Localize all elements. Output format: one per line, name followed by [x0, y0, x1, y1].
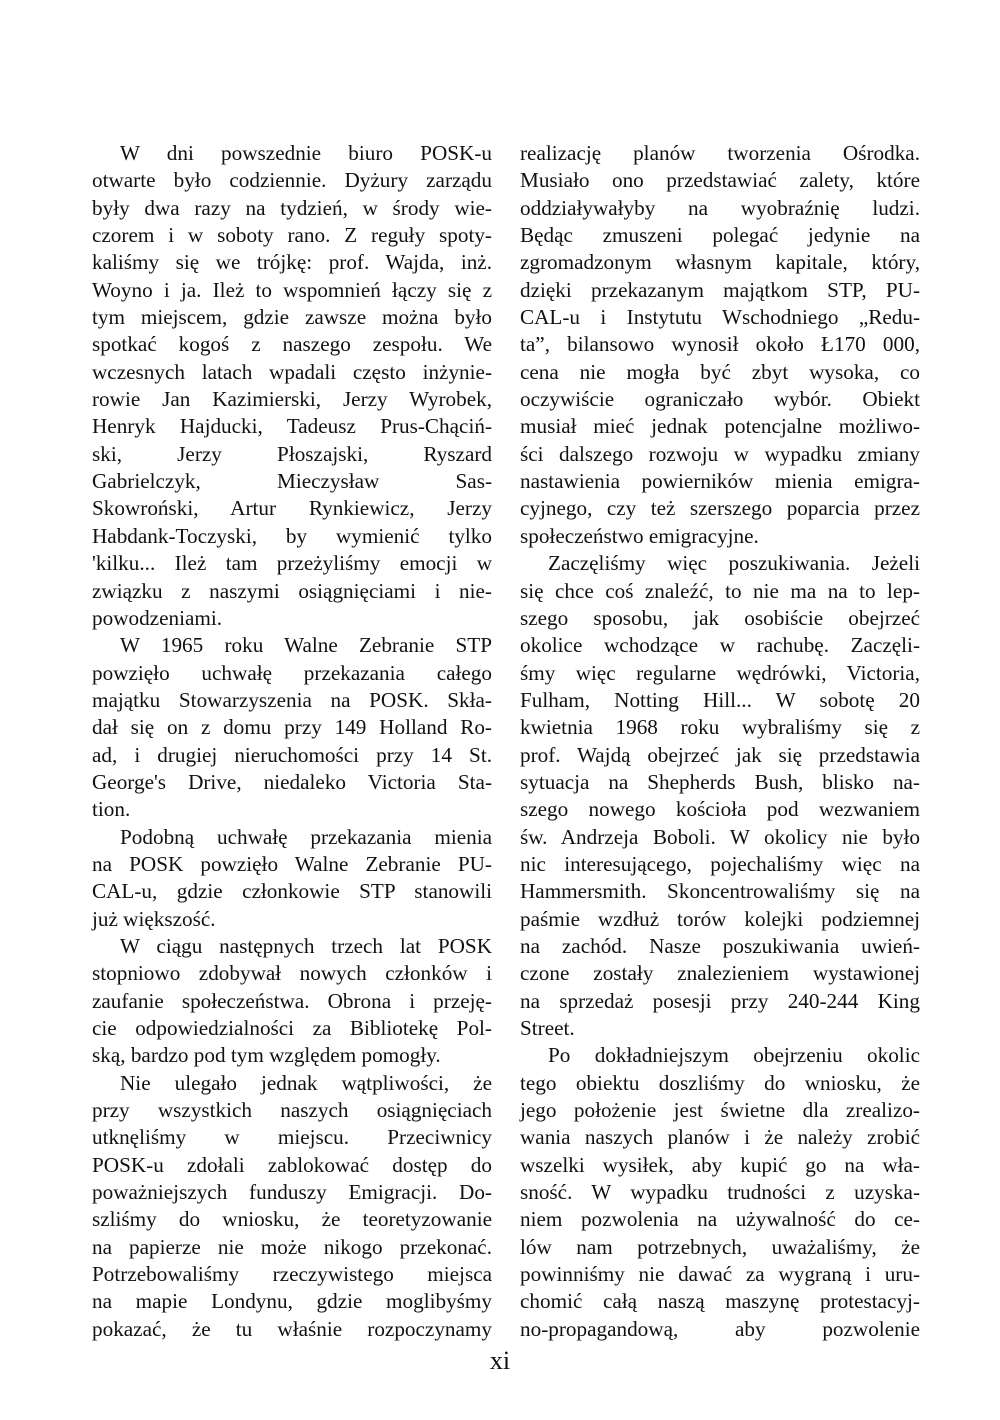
- text-line: się chce coś znaleźć, to nie ma na to lep-: [520, 578, 920, 603]
- text-line: czorem i w soboty rano. Z reguły spoty-: [92, 223, 492, 248]
- text-line: kwietnia 1968 roku wybraliśmy się z: [520, 715, 920, 740]
- text-line: społeczeństwo emigracyjne.: [520, 523, 759, 548]
- text-line: poważniejszych funduszy Emigracji. Do-: [92, 1180, 492, 1205]
- text-line: cie odpowiedzialności za Bibliotekę Pol-: [92, 1016, 492, 1040]
- text-line: niem pozwolenia na używalność do ce-: [520, 1207, 920, 1232]
- text-line: CAL-u i Instytutu Wschodniego „Redu-: [520, 305, 920, 330]
- text-line: ści dalszego rozwoju w wypadku zmiany: [520, 441, 920, 466]
- text-line: nic interesującego, pojechaliśmy więc na: [520, 851, 920, 876]
- text-line: tego obiektu doszliśmy do wniosku, że: [520, 1070, 920, 1095]
- text-line: Nie ulegało jednak wątpliwości, że: [120, 1070, 492, 1095]
- text-line: cena nie mogła być zbyt wysoka, co: [520, 359, 920, 384]
- text-line: związku z naszymi osiągnięciami i nie-: [92, 578, 492, 603]
- text-line: prof. Wajdą obejrzeć jak się przedstawia: [520, 742, 920, 767]
- text-line: szliśmy do wniosku, że teoretyzowanie: [92, 1207, 492, 1232]
- text-line: sytuacja na Shepherds Bush, blisko na-: [520, 769, 920, 794]
- text-line: tion.: [92, 797, 131, 822]
- text-line: CAL-u, gdzie członkowie STP stanowili: [92, 879, 492, 904]
- right-text-column: [520, 140, 920, 1343]
- text-line: dał się on z domu przy 149 Holland Ro-: [92, 715, 492, 740]
- text-line: Musiało ono przedstawiać zalety, które: [520, 168, 920, 193]
- text-line: na POSK powzięło Walne Zebranie PU-: [92, 851, 492, 876]
- text-line: ta”, bilansowo wynosił około Ł170 000,: [520, 332, 920, 357]
- text-line: powodzeniami.: [92, 605, 223, 630]
- text-line: Skowroński, Artur Rynkiewicz, Jerzy: [92, 496, 492, 521]
- text-line: cyjnego, czy też szerszego poparcia przez: [520, 496, 920, 521]
- text-line: paśmie wzdłuż torów kolejki podziemnej: [520, 906, 920, 931]
- text-line: Woyno i ja. Ileż to wspomnień łączy się z: [92, 277, 492, 302]
- text-line: na papierze nie może nikogo przekonać.: [92, 1234, 492, 1259]
- text-line: kaliśmy się we trójkę: prof. Wajda, inż.: [92, 250, 492, 275]
- text-line: przy wszystkich naszych osiągnięciach: [92, 1098, 492, 1123]
- text-line: wszelki wysiłek, aby kupić go na wła-: [520, 1152, 920, 1177]
- text-line: Po dokładniejszym obejrzeniu okolic: [548, 1043, 920, 1068]
- text-line: majątku Stowarzyszenia na POSK. Skła-: [92, 687, 492, 712]
- text-line: chomić całą naszą maszynę protestacyj-: [520, 1289, 920, 1314]
- text-line: W ciągu następnych trzech lat POSK: [120, 933, 492, 958]
- text-line: Zaczęliśmy więc poszukiwania. Jeżeli: [548, 551, 920, 576]
- text-line: oczywiście ograniczało wybór. Obiekt: [520, 387, 920, 412]
- text-line: na zachód. Nasze poszukiwania uwień-: [520, 933, 920, 958]
- text-line: wania naszych planów i że należy zrobić: [520, 1125, 920, 1150]
- text-line: spotkać kogoś z naszego zespołu. We: [92, 332, 492, 357]
- text-line: realizację planów tworzenia Ośrodka.: [520, 141, 920, 165]
- text-line: zaufanie społeczeństwa. Obrona i przeję-: [92, 988, 492, 1013]
- text-line: powzięło uchwałę przekazania całego: [92, 660, 492, 685]
- text-line: ski, Jerzy Płoszajski, Ryszard: [92, 441, 492, 466]
- text-line: zgromadzonym własnym kapitale, który,: [520, 250, 920, 275]
- text-line: wczesnych latach wpadali często inżynie-: [92, 359, 492, 384]
- text-line: Henryk Hajducki, Tadeusz Prus-Chąciń-: [92, 414, 492, 439]
- text-line: Hammersmith. Skoncentrowaliśmy się na: [520, 879, 920, 904]
- text-line: George's Drive, niedaleko Victoria Sta-: [92, 769, 492, 794]
- text-line: tym miejscem, gdzie zawsze można było: [92, 305, 492, 330]
- text-line: dzięki przekazanym majątkom STP, PU-: [520, 277, 920, 302]
- text-line: rowie Jan Kazimierski, Jerzy Wyrobek,: [92, 387, 492, 412]
- page-number: xi: [489, 1346, 511, 1375]
- text-line: okolice wchodzące w rachubę. Zaczęli-: [520, 633, 920, 658]
- text-line: stopniowo zdobywał nowych członków i: [92, 961, 492, 986]
- text-line: musiał mieć jednak potencjalne możliwo-: [520, 414, 920, 439]
- text-line: Gabrielczyk, Mieczysław Sas-: [92, 469, 492, 494]
- text-line: lów nam potrzebnych, uważaliśmy, że: [520, 1234, 920, 1259]
- text-line: Street.: [520, 1016, 575, 1040]
- text-line: jego położenie jest świetne dla zrealizo-: [520, 1098, 920, 1123]
- text-line: na sprzedaż posesji przy 240-244 King: [520, 988, 920, 1013]
- text-line: czone zostały znalezieniem wystawionej: [520, 961, 920, 986]
- text-line: powinniśmy nie dawać za wygraną i uru-: [520, 1262, 920, 1287]
- text-line: utknęliśmy w miejscu. Przeciwnicy: [92, 1125, 492, 1150]
- left-text-column: [92, 140, 492, 1343]
- text-line: sność. W wypadku trudności z uzyska-: [520, 1180, 920, 1205]
- text-line: ską, bardzo pod tym względem pomogły.: [92, 1043, 441, 1068]
- text-line: Fulham, Notting Hill... W sobotę 20: [520, 687, 920, 712]
- text-line: Podobną uchwałę przekazania mienia: [120, 824, 492, 849]
- text-line: Habdank-Toczyski, by wymienić tylko: [92, 523, 492, 548]
- text-line: W dni powszednie biuro POSK-u: [120, 141, 492, 165]
- text-line: Potrzebowaliśmy rzeczywistego miejsca: [92, 1262, 492, 1287]
- text-line: oddziaływałyby na wyobraźnię ludzi.: [520, 195, 920, 220]
- text-line: szego sposobu, jak osobiście obejrzeć: [520, 605, 920, 630]
- text-line: 'kilku... Ileż tam przeżyliśmy emocji w: [92, 551, 492, 576]
- text-line: nastawienia powierników mienia emigra-: [520, 469, 920, 494]
- text-line: ad, i drugiej nieruchomości przy 14 St.: [92, 742, 492, 767]
- text-line: już większość.: [92, 906, 216, 931]
- text-line: śmy więc regularne wędrówki, Victoria,: [520, 660, 920, 685]
- text-line: Będąc zmuszeni polegać jedynie na: [520, 223, 920, 248]
- text-line: otwarte było codziennie. Dyżury zarządu: [92, 168, 492, 193]
- text-line: W 1965 roku Walne Zebranie STP: [120, 633, 492, 658]
- text-line: pokazać, że tu właśnie rozpoczynamy: [92, 1316, 492, 1341]
- text-line: św. Andrzeja Boboli. W okolicy nie było: [520, 824, 920, 849]
- text-line: no-propagandową, aby pozwolenie: [520, 1316, 920, 1341]
- text-line: POSK-u zdołali zablokować dostęp do: [92, 1152, 492, 1177]
- text-line: szego nowego kościoła pod wezwaniem: [520, 797, 920, 822]
- text-line: były dwa razy na tydzień, w środy wie-: [92, 195, 492, 220]
- text-line: na mapie Londynu, gdzie moglibyśmy: [92, 1289, 492, 1314]
